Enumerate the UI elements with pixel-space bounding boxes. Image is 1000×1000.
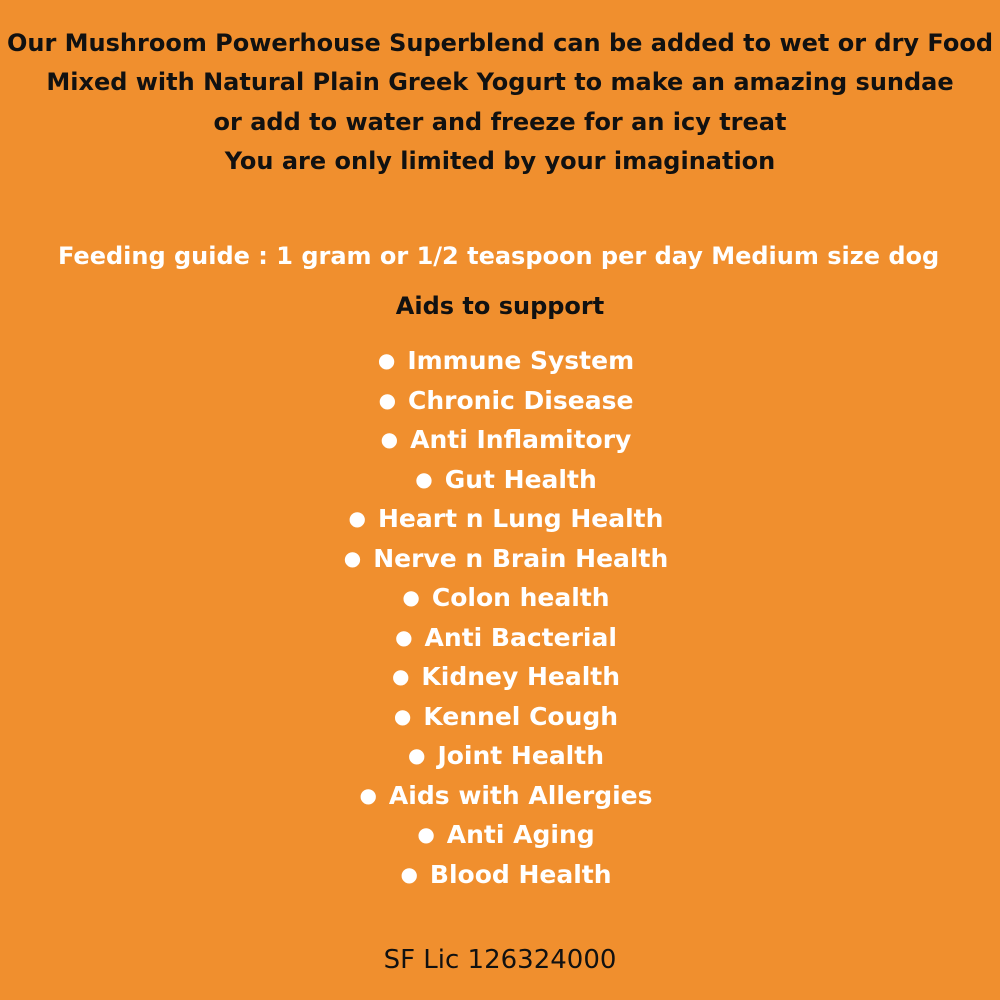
list-item xyxy=(0,701,1000,741)
bullet-icon: ● xyxy=(380,427,399,451)
list-item xyxy=(0,780,1000,820)
bullet-icon: ● xyxy=(415,466,433,491)
list-item xyxy=(0,385,1000,425)
bullet-icon: ● xyxy=(393,703,412,728)
list-item-label: Chronic Disease xyxy=(408,385,634,415)
list-item xyxy=(0,345,1000,385)
list-item-label: Colon health xyxy=(431,583,610,612)
list-item-label: Kidney Health xyxy=(421,662,621,691)
list-item-label: Kennel Cough xyxy=(423,701,619,731)
bullet-icon: ● xyxy=(391,664,410,688)
list-item xyxy=(0,622,1000,662)
bullet-icon: ● xyxy=(343,545,362,570)
list-item-label: Gut Health xyxy=(444,464,597,494)
list-item xyxy=(0,859,1000,899)
bullet-icon: ● xyxy=(395,624,413,649)
aids-heading: Aids to support xyxy=(395,292,605,320)
list-item xyxy=(0,543,1000,583)
list-item-label: Blood Health xyxy=(429,859,612,889)
feeding-guide: Feeding guide : 1 gram or 1/2 teaspoon per day Medium size dog xyxy=(58,242,940,270)
bullet-icon: ● xyxy=(377,348,396,372)
list-item-label: Heart n Lung Health xyxy=(378,504,664,533)
list-item-label: Joint Health xyxy=(437,741,605,770)
bullet-icon: ● xyxy=(378,387,397,412)
list-item xyxy=(0,464,1000,504)
list-item xyxy=(0,740,1000,780)
intro-line-3: or add to water and freeze for an icy treat xyxy=(213,108,787,136)
bullet-icon: ● xyxy=(400,861,418,886)
list-item-label: Nerve n Brain Health xyxy=(373,543,669,573)
list-item-label: Anti Inflamitory xyxy=(410,425,632,454)
intro-line-2: Mixed with Natural Plain Greek Yogurt to make an amazing sundae xyxy=(46,68,954,96)
list-item-label: Anti Bacterial xyxy=(424,622,617,652)
license-number: SF Lic 126324000 xyxy=(383,945,617,975)
bullet-icon: ● xyxy=(417,822,435,846)
list-item xyxy=(0,819,1000,859)
intro-line-4: You are only limited by your imagination xyxy=(224,147,776,175)
bullet-icon: ● xyxy=(348,506,366,530)
list-item-label: Aids with Allergies xyxy=(388,780,653,810)
list-item xyxy=(0,424,1000,464)
bullet-icon: ● xyxy=(359,782,377,807)
support-list xyxy=(0,345,1000,898)
list-item xyxy=(0,582,1000,622)
list-item-label: Immune System xyxy=(407,346,635,375)
list-item-label: Anti Aging xyxy=(446,820,595,849)
bullet-icon: ● xyxy=(402,585,420,609)
list-item xyxy=(0,661,1000,701)
list-item xyxy=(0,503,1000,543)
intro-line-1: Our Mushroom Powerhouse Superblend can be added to wet or dry Food xyxy=(6,29,993,57)
bullet-icon: ● xyxy=(407,743,426,767)
